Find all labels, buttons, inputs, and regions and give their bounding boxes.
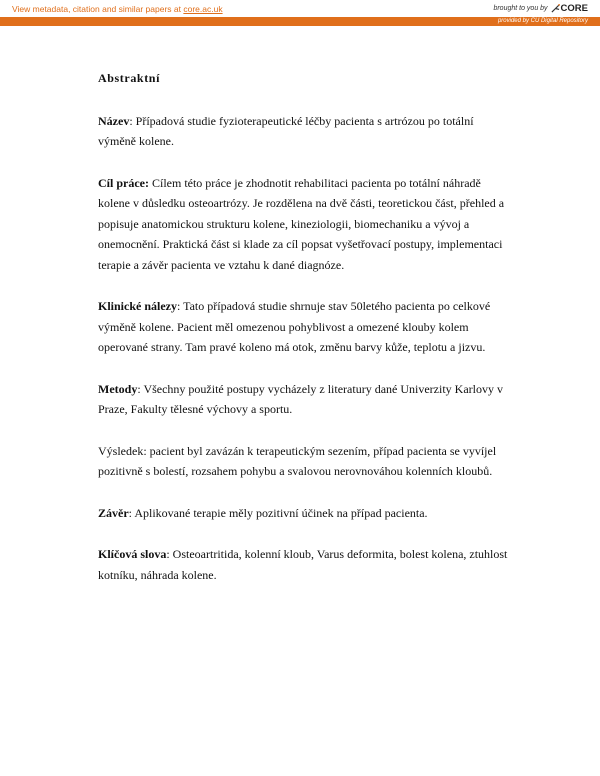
section-label: Závěr [98, 505, 129, 520]
core-metadata-line [12, 4, 223, 14]
section-aim [98, 173, 510, 276]
core-provided-bar [0, 17, 600, 26]
brought-by [493, 3, 588, 14]
core-logo-text: CORE [560, 3, 588, 14]
section-methods [98, 379, 510, 420]
provided-by: provided by CU Digital Repository [497, 18, 588, 24]
section-label: Klinické nálezy [98, 299, 177, 313]
core-logo[interactable] [551, 3, 588, 14]
core-logo-icon [551, 4, 560, 13]
section-text: Cílem této práce je zhodnotit rehabilitaci pacienta po totální náhradě kolene v důsledku osteoartrózy. Je rozdělena na dvě části, teoretickou část, přehled a popisuje anatomickou strukturu kolene, kineziologii, biomechaniku a vývoj a onemocnění. Praktická část si klade za cíl popsat vyšetřovací postupy, implementaci terapie a závěr pacienta ve vztahu k dané diagnóze. [98, 175, 505, 272]
section-conclusion [98, 503, 510, 524]
section-result [98, 441, 510, 482]
core-banner [0, 0, 600, 17]
section-text: Výsledek: pacient byl zavázán k terapeutickým sezením, případ pacienta se vyvíjel pozitivně s bolestí, rozsahem pohybu a svalovou nerovnováhou kolenních kloubů. [98, 443, 497, 478]
section-title [98, 111, 510, 152]
section-label: Metody [98, 381, 138, 396]
section-text: : Aplikované terapie měly pozitivní účinek na případ pacienta. [128, 505, 428, 520]
section-keywords [98, 544, 510, 585]
section-text: : Tato případová studie shrnuje stav 50letého pacienta po celkové výměně kolene. Pacient měl omezenou pohyblivost a omezené klouby kolem operované strany. Tam pravé koleno má otok, změnu barvy kůže, teplotu a jizvu. [98, 299, 491, 354]
abstract-heading: Abstraktní [98, 71, 161, 85]
section-text: : Všechny použité postupy vycházely z literatury dané Univerzity Karlovy v Praze, Fakulty tělesné výchovy a sportu. [98, 381, 503, 416]
section-text: : Případová studie fyzioterapeutické léčby pacienta s artrózou po totální výměně kolene. [98, 113, 474, 148]
section-clinical-findings [98, 296, 510, 358]
section-label: Klíčová slova [98, 547, 167, 561]
section-label: Název [98, 113, 130, 128]
core-link[interactable]: core.ac.uk [183, 4, 223, 14]
section-label: Cíl práce: [98, 175, 149, 190]
brought-by-text: brought to you by [493, 5, 548, 12]
section-text: : Osteoartritida, kolenní kloub, Varus deformita, bolest kolena, ztuhlost kotníku, náhrada kolene. [98, 547, 508, 582]
core-link-prefix: View metadata, citation and similar papers at [12, 4, 181, 14]
abstract-body [98, 68, 510, 606]
